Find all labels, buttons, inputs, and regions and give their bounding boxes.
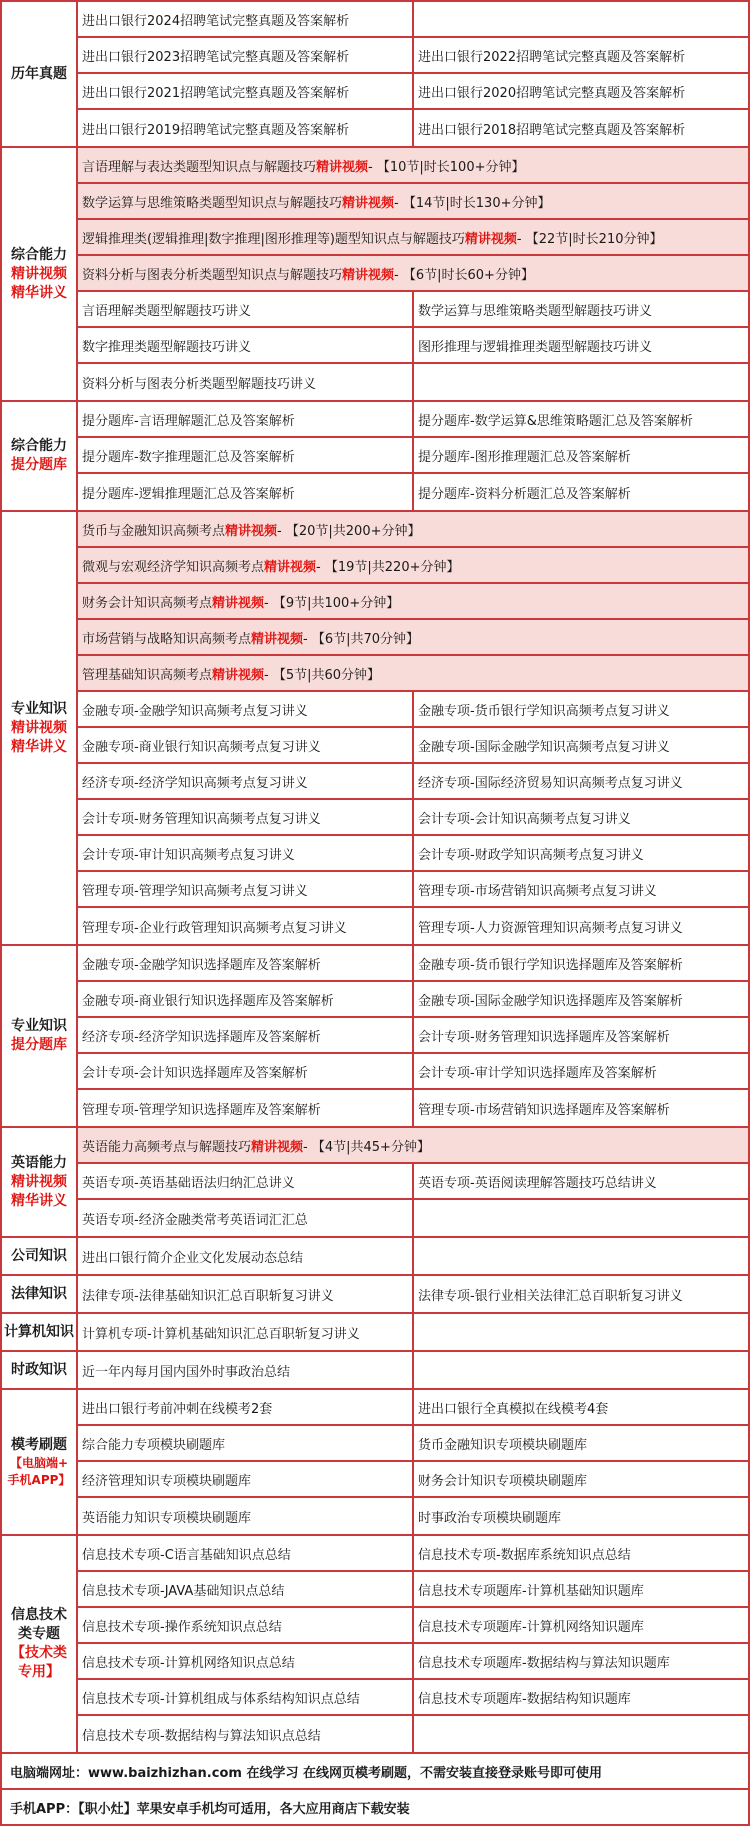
material-item-left[interactable]: 进出口银行2019招聘笔试完整真题及答案解析	[78, 110, 414, 146]
video-tag: 精讲视频	[251, 1139, 304, 1155]
video-course-row	[78, 512, 750, 548]
video-course-cell[interactable]	[78, 1128, 750, 1162]
video-course-row	[78, 620, 750, 656]
category-subtitle: 提分题库	[11, 1037, 67, 1053]
video-course-title: 资料分析与图表分析类题型知识点与解题技巧	[82, 267, 343, 283]
video-course-cell[interactable]	[78, 548, 750, 582]
material-row	[78, 1572, 750, 1608]
category-subtitle: 专用】	[18, 1664, 60, 1680]
material-item-left[interactable]: 经济专项-经济学知识选择题库及答案解析	[78, 1018, 414, 1052]
video-course-cell[interactable]	[78, 584, 750, 618]
category-title: 类专题	[18, 1626, 60, 1642]
material-item-right[interactable]: 管理专项-市场营销知识选择题库及答案解析	[414, 1090, 750, 1126]
category-subtitle: 提分题库	[11, 457, 67, 473]
video-course-info: - 【4节|共45+分钟】	[303, 1139, 430, 1155]
material-item-left[interactable]: 信息技术专项-计算机组成与体系结构知识点总结	[78, 1680, 414, 1714]
video-course-info: - 【22节|时长210分钟】	[516, 231, 663, 247]
material-item-left[interactable]: 提分题库-言语理解题汇总及答案解析	[78, 402, 414, 436]
material-item-right	[414, 1716, 750, 1752]
material-row	[78, 1018, 750, 1054]
material-row	[78, 1200, 750, 1236]
video-course-cell[interactable]	[78, 256, 750, 290]
material-item-right[interactable]: 管理专项-人力资源管理知识高频考点复习讲义	[414, 908, 750, 944]
section-rows	[78, 1390, 750, 1534]
video-tag: 精讲视频	[264, 559, 317, 575]
section-category-label	[0, 1352, 78, 1388]
video-course-info: - 【6节|共70分钟】	[303, 631, 420, 647]
material-item-right[interactable]: 进出口银行全真模拟在线模考4套	[414, 1390, 750, 1424]
video-tag: 精讲视频	[225, 523, 278, 539]
material-row	[78, 908, 750, 944]
material-item-right[interactable]: 信息技术专项题库-数据结构与算法知识题库	[414, 1644, 750, 1678]
material-item-right[interactable]: 提分题库-图形推理题汇总及答案解析	[414, 438, 750, 472]
material-row	[78, 402, 750, 438]
category-title: 计算机知识	[4, 1323, 74, 1340]
material-row	[78, 292, 750, 328]
video-course-title: 英语能力高频考点与解题技巧	[82, 1139, 252, 1155]
category-title: 历年真题	[11, 65, 67, 82]
material-row	[78, 800, 750, 836]
material-item-right[interactable]: 经济专项-国际经济贸易知识高频考点复习讲义	[414, 764, 750, 798]
material-row	[78, 438, 750, 474]
material-row	[78, 1716, 750, 1752]
section-rows	[78, 1276, 750, 1312]
video-course-title: 财务会计知识高频考点	[82, 595, 213, 611]
category-subtitle: 【电脑端+	[9, 1455, 69, 1470]
section-category-label	[0, 1314, 78, 1350]
material-item-right	[414, 1200, 750, 1236]
catalog-section	[0, 1352, 750, 1390]
section-rows	[78, 1238, 750, 1274]
material-item-right[interactable]: 时事政治专项模块刷题库	[414, 1498, 750, 1534]
catalog-section	[0, 148, 750, 402]
video-course-row	[78, 656, 750, 692]
video-course-cell[interactable]	[78, 620, 750, 654]
video-tag: 精讲视频	[342, 195, 395, 211]
material-item-left[interactable]: 提分题库-数字推理题汇总及答案解析	[78, 438, 414, 472]
material-item-left[interactable]: 管理专项-管理学知识高频考点复习讲义	[78, 872, 414, 906]
video-course-cell[interactable]	[78, 512, 750, 546]
material-item-right[interactable]: 金融专项-国际金融学知识选择题库及答案解析	[414, 982, 750, 1016]
catalog-section	[0, 1390, 750, 1536]
category-title: 专业知识	[11, 1018, 67, 1034]
category-subtitle: 精讲视频	[11, 1173, 67, 1190]
material-row	[78, 38, 750, 74]
category-subtitle: 精讲视频	[11, 265, 67, 282]
material-item-right	[414, 2, 750, 36]
section-rows	[78, 148, 750, 400]
material-item-right[interactable]: 提分题库-资料分析题汇总及答案解析	[414, 474, 750, 510]
material-item-right[interactable]: 进出口银行2022招聘笔试完整真题及答案解析	[414, 38, 750, 72]
material-item-left[interactable]: 管理专项-企业行政管理知识高频考点复习讲义	[78, 908, 414, 944]
material-row	[78, 728, 750, 764]
material-item-left[interactable]: 近一年内每月国内国外时事政治总结	[78, 1352, 414, 1388]
material-item-left[interactable]: 英语专项-英语基础语法归纳汇总讲义	[78, 1164, 414, 1198]
catalog-section	[0, 1238, 750, 1276]
material-item-right	[414, 1238, 750, 1274]
material-row	[78, 836, 750, 872]
catalog-section	[0, 1536, 750, 1754]
material-item-right[interactable]: 货币金融知识专项模块刷题库	[414, 1426, 750, 1460]
video-tag: 精讲视频	[342, 267, 395, 283]
material-row	[78, 1238, 750, 1274]
material-item-right[interactable]: 信息技术专项题库-数据结构知识题库	[414, 1680, 750, 1714]
category-title: 法律知识	[11, 1285, 67, 1302]
catalog-section	[0, 1276, 750, 1314]
material-item-right[interactable]: 信息技术专项题库-计算机基础知识题库	[414, 1572, 750, 1606]
category-title: 模考刷题	[11, 1436, 67, 1453]
material-row	[78, 1390, 750, 1426]
material-row	[78, 1536, 750, 1572]
video-course-info: - 【14节|时长130+分钟】	[394, 195, 551, 211]
section-category-label	[0, 946, 78, 1126]
material-row	[78, 764, 750, 800]
material-row	[78, 1680, 750, 1716]
video-course-row	[78, 148, 750, 184]
material-item-left[interactable]: 计算机专项-计算机基础知识汇总百职斩复习讲义	[78, 1314, 414, 1350]
video-course-title: 管理基础知识高频考点	[82, 667, 213, 683]
material-item-right[interactable]: 信息技术专项题库-计算机网络知识题库	[414, 1608, 750, 1642]
category-title: 综合能力	[11, 438, 67, 454]
section-category-label	[0, 512, 78, 944]
material-row	[78, 1314, 750, 1350]
category-subtitle: 手机APP】	[7, 1472, 71, 1487]
video-course-row	[78, 584, 750, 620]
video-course-title: 市场营销与战略知识高频考点	[82, 631, 252, 647]
category-title: 专业知识	[11, 700, 67, 717]
material-item-left[interactable]: 信息技术专项-数据结构与算法知识点总结	[78, 1716, 414, 1752]
video-course-row	[78, 256, 750, 292]
video-course-cell[interactable]	[78, 148, 750, 182]
material-row	[78, 474, 750, 510]
catalog-section	[0, 402, 750, 512]
video-tag: 精讲视频	[212, 667, 265, 683]
material-item-right[interactable]: 会计专项-会计知识高频考点复习讲义	[414, 800, 750, 834]
material-item-right[interactable]: 信息技术专项-数据库系统知识点总结	[414, 1536, 750, 1570]
category-subtitle: 精华讲义	[11, 738, 67, 755]
section-category-label	[0, 1128, 78, 1236]
material-row	[78, 1426, 750, 1462]
video-course-info: - 【10节|时长100+分钟】	[368, 159, 525, 175]
video-course-info: - 【20节|共200+分钟】	[277, 523, 421, 539]
material-item-left[interactable]: 言语理解类题型解题技巧讲义	[78, 292, 414, 326]
section-rows	[78, 512, 750, 944]
material-row	[78, 1054, 750, 1090]
category-title: 公司知识	[11, 1247, 67, 1264]
section-rows	[78, 1128, 750, 1236]
category-subtitle: 精华讲义	[11, 284, 67, 301]
section-category-label	[0, 1276, 78, 1312]
material-item-left[interactable]: 会计专项-财务管理知识高频考点复习讲义	[78, 800, 414, 834]
material-item-left[interactable]: 金融专项-商业银行知识选择题库及答案解析	[78, 982, 414, 1016]
video-tag: 精讲视频	[251, 631, 304, 647]
material-item-left[interactable]: 管理专项-管理学知识选择题库及答案解析	[78, 1090, 414, 1126]
catalog-section	[0, 946, 750, 1128]
material-item-left[interactable]: 进出口银行考前冲刺在线模考2套	[78, 1390, 414, 1424]
material-item-right[interactable]: 管理专项-市场营销知识高频考点复习讲义	[414, 872, 750, 906]
video-course-info: - 【9节|共100+分钟】	[264, 595, 400, 611]
video-course-title: 货币与金融知识高频考点	[82, 523, 226, 539]
footer-website-note: 电脑端网址：www.baizhizhan.com 在线学习 在线网页模考刷题，不需安装直接登录账号即可使用	[0, 1754, 750, 1790]
category-title: 综合能力	[11, 246, 67, 263]
category-title: 英语能力	[11, 1154, 67, 1171]
video-course-row	[78, 548, 750, 584]
section-rows	[78, 1536, 750, 1752]
section-category-label	[0, 2, 78, 146]
material-row	[78, 1164, 750, 1200]
video-course-info: - 【5节|共60分钟】	[264, 667, 381, 683]
material-row	[78, 946, 750, 982]
material-item-left[interactable]: 信息技术专项-JAVA基础知识点总结	[78, 1572, 414, 1606]
material-item-left[interactable]: 金融专项-金融学知识高频考点复习讲义	[78, 692, 414, 726]
material-item-left[interactable]: 英语专项-经济金融类常考英语词汇汇总	[78, 1200, 414, 1236]
catalog-section	[0, 512, 750, 946]
video-course-cell[interactable]	[78, 220, 750, 254]
material-row	[78, 2, 750, 38]
video-course-title: 微观与宏观经济学知识高频考点	[82, 559, 265, 575]
material-item-left[interactable]: 信息技术专项-操作系统知识点总结	[78, 1608, 414, 1642]
material-item-right[interactable]: 财务会计知识专项模块刷题库	[414, 1462, 750, 1496]
material-item-left[interactable]: 进出口银行2023招聘笔试完整真题及答案解析	[78, 38, 414, 72]
section-category-label	[0, 1238, 78, 1274]
video-course-info: - 【19节|共220+分钟】	[316, 559, 460, 575]
material-item-right	[414, 364, 750, 400]
material-item-left[interactable]: 金融专项-金融学知识选择题库及答案解析	[78, 946, 414, 980]
material-item-right[interactable]: 英语专项-英语阅读理解答题技巧总结讲义	[414, 1164, 750, 1198]
material-row	[78, 982, 750, 1018]
catalog-section	[0, 1128, 750, 1238]
material-item-right[interactable]: 会计专项-财政学知识高频考点复习讲义	[414, 836, 750, 870]
video-tag: 精讲视频	[464, 231, 517, 247]
material-item-right[interactable]: 会计专项-财务管理知识选择题库及答案解析	[414, 1018, 750, 1052]
section-rows	[78, 946, 750, 1126]
material-item-left[interactable]: 进出口银行2021招聘笔试完整真题及答案解析	[78, 74, 414, 108]
material-row	[78, 110, 750, 146]
video-course-info: - 【6节|时长60+分钟】	[394, 267, 534, 283]
catalog-section	[0, 2, 750, 148]
section-rows	[78, 402, 750, 510]
footer-app-note: 手机APP：【职小灶】苹果安卓手机均可适用，各大应用商店下载安装	[0, 1790, 750, 1826]
material-item-left[interactable]: 进出口银行2024招聘笔试完整真题及答案解析	[78, 2, 414, 36]
category-subtitle: 精华讲义	[11, 1192, 67, 1209]
video-course-title: 言语理解与表达类题型知识点与解题技巧	[82, 159, 317, 175]
video-course-cell[interactable]	[78, 656, 750, 690]
material-item-left[interactable]: 金融专项-商业银行知识高频考点复习讲义	[78, 728, 414, 762]
section-rows	[78, 1314, 750, 1350]
material-row	[78, 1608, 750, 1644]
material-item-right[interactable]: 数学运算与思维策略类题型解题技巧讲义	[414, 292, 750, 326]
material-row	[78, 1276, 750, 1312]
material-item-right[interactable]: 提分题库-数学运算&思维策略题汇总及答案解析	[414, 402, 750, 436]
category-subtitle: 精讲视频	[11, 719, 67, 736]
material-row	[78, 692, 750, 728]
category-title: 信息技术	[11, 1607, 67, 1623]
section-rows	[78, 2, 750, 146]
material-item-right[interactable]: 进出口银行2020招聘笔试完整真题及答案解析	[414, 74, 750, 108]
video-tag: 精讲视频	[316, 159, 369, 175]
section-category-label	[0, 402, 78, 510]
material-item-left[interactable]: 会计专项-审计知识高频考点复习讲义	[78, 836, 414, 870]
material-item-left[interactable]: 信息技术专项-C语言基础知识点总结	[78, 1536, 414, 1570]
material-item-left[interactable]: 经济专项-经济学知识高频考点复习讲义	[78, 764, 414, 798]
category-title: 时政知识	[11, 1361, 67, 1378]
material-row	[78, 328, 750, 364]
material-row	[78, 364, 750, 400]
section-category-label	[0, 1536, 78, 1752]
material-item-left[interactable]: 信息技术专项-计算机网络知识点总结	[78, 1644, 414, 1678]
video-tag: 精讲视频	[212, 595, 265, 611]
material-item-left[interactable]: 法律专项-法律基础知识汇总百职斩复习讲义	[78, 1276, 414, 1312]
material-item-left[interactable]: 资料分析与图表分析类题型解题技巧讲义	[78, 364, 414, 400]
video-course-row	[78, 220, 750, 256]
material-row	[78, 1462, 750, 1498]
material-item-left[interactable]: 综合能力专项模块刷题库	[78, 1426, 414, 1460]
material-item-left[interactable]: 进出口银行简介企业文化发展动态总结	[78, 1238, 414, 1274]
material-item-left[interactable]: 英语能力知识专项模块刷题库	[78, 1498, 414, 1534]
material-item-right[interactable]: 图形推理与逻辑推理类题型解题技巧讲义	[414, 328, 750, 362]
video-course-title: 逻辑推理类(逻辑推理|数字推理|图形推理等)题型知识点与解题技巧	[82, 231, 465, 247]
material-item-right	[414, 1314, 750, 1350]
video-course-row	[78, 184, 750, 220]
catalog-section	[0, 1314, 750, 1352]
material-row	[78, 1644, 750, 1680]
material-row	[78, 1498, 750, 1534]
material-item-right[interactable]: 金融专项-国际金融学知识高频考点复习讲义	[414, 728, 750, 762]
video-course-row	[78, 1128, 750, 1164]
material-item-right[interactable]: 进出口银行2018招聘笔试完整真题及答案解析	[414, 110, 750, 146]
category-subtitle: 【技术类	[11, 1645, 67, 1661]
video-course-title: 数学运算与思维策略类题型知识点与解题技巧	[82, 195, 343, 211]
material-row	[78, 1352, 750, 1388]
material-item-right[interactable]: 会计专项-审计学知识选择题库及答案解析	[414, 1054, 750, 1088]
section-category-label	[0, 1390, 78, 1534]
material-item-right[interactable]: 金融专项-货币银行学知识选择题库及答案解析	[414, 946, 750, 980]
material-item-left[interactable]: 提分题库-逻辑推理题汇总及答案解析	[78, 474, 414, 510]
material-item-right[interactable]: 金融专项-货币银行学知识高频考点复习讲义	[414, 692, 750, 726]
material-item-left[interactable]: 经济管理知识专项模块刷题库	[78, 1462, 414, 1496]
video-course-cell[interactable]	[78, 184, 750, 218]
material-row	[78, 74, 750, 110]
section-category-label	[0, 148, 78, 400]
material-item-left[interactable]: 数字推理类题型解题技巧讲义	[78, 328, 414, 362]
material-row	[78, 1090, 750, 1126]
material-row	[78, 872, 750, 908]
section-rows	[78, 1352, 750, 1388]
material-item-right	[414, 1352, 750, 1388]
material-item-left[interactable]: 会计专项-会计知识选择题库及答案解析	[78, 1054, 414, 1088]
material-item-right[interactable]: 法律专项-银行业相关法律汇总百职斩复习讲义	[414, 1276, 750, 1312]
